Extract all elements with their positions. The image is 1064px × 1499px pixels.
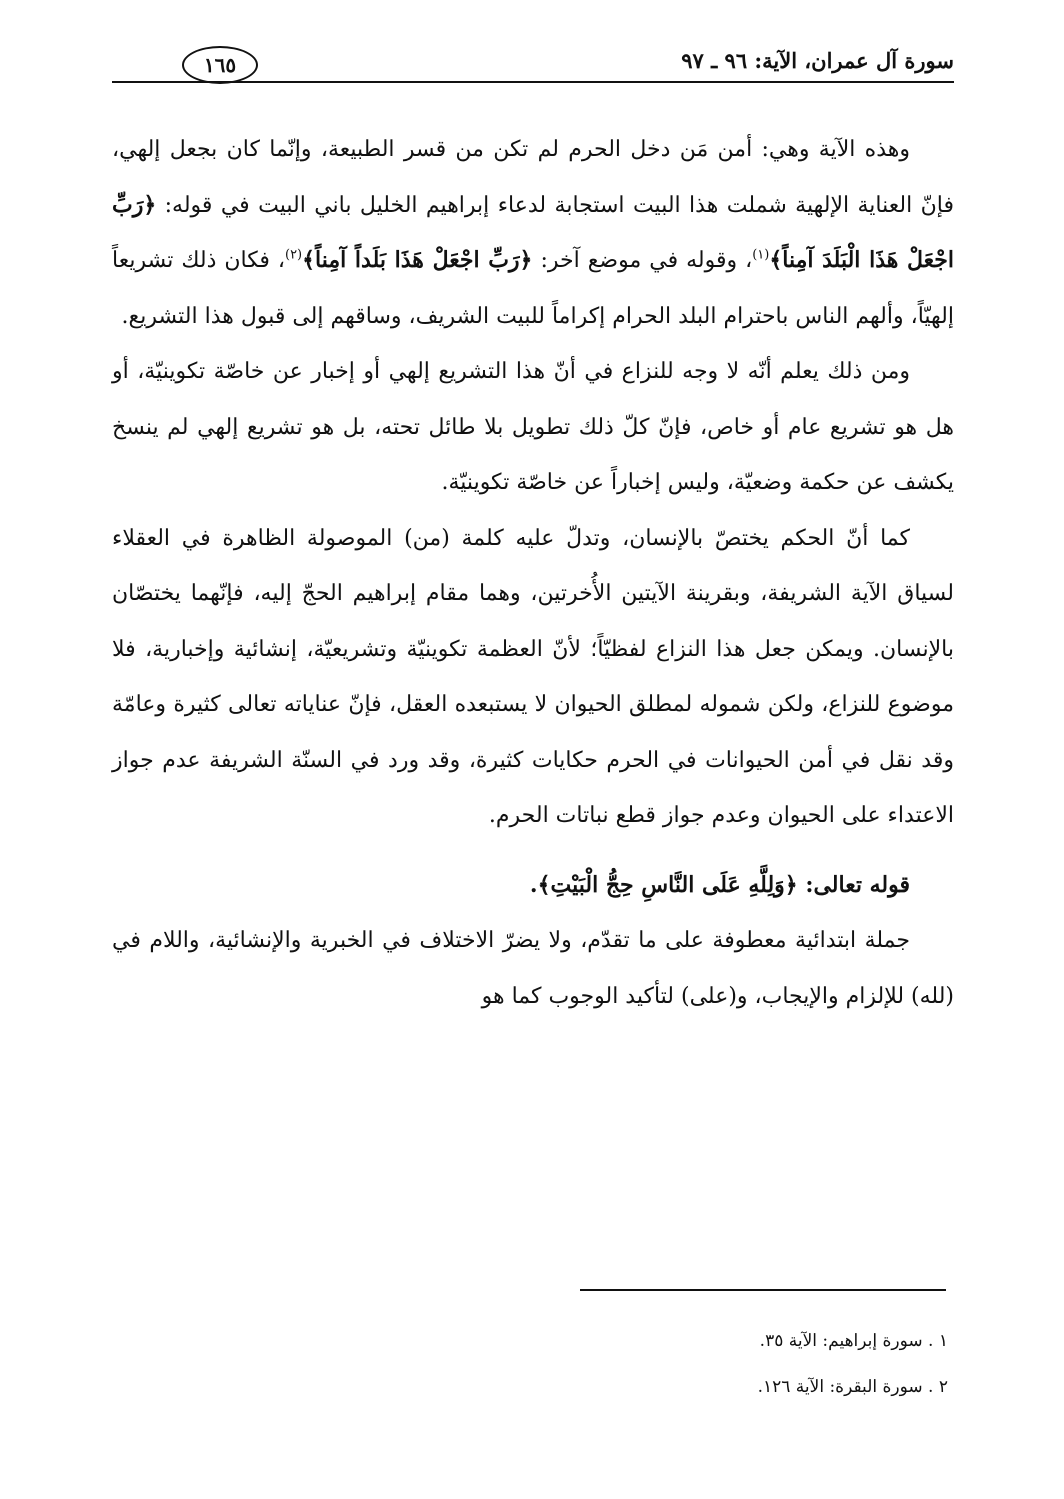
footnote-ref-1: (١) [752, 247, 770, 263]
page-header [112, 44, 954, 92]
verse-heading-suffix: . [529, 871, 538, 898]
paragraph-4: جملة ابتدائية معطوفة على ما تقدّم، ولا يضرّ الاختلاف في الخبرية والإنشائية، واللام في (لله) للإلزام والإيجاب، و(على) لتأكيد الوجوب كما هو [112, 928, 954, 1009]
verse-heading [112, 858, 954, 914]
paragraph-3: كما أنّ الحكم يختصّ بالإنسان، وتدلّ عليه كلمة (من) الموصولة الظاهرة في العقلاء لسياق الآية الشريفة، وبقرينة الآيتين الأُخرتين، وهما مقام إبراهيم الحجّ إليه، فإنّهما يختصّان بالإنسان. ويمكن جعل هذا النزاع لفظيّاً؛ لأنّ العظمة تكوينيّة وتشريعيّة، إنشائية وإخبارية، فلا موضوع للنزاع، ولكن شموله لمطلق الحيوان لا يستبعده العقل، فإنّ عناياته تعالى كثيرة وعامّة وقد نقل في أمن الحيوانات في الحرم حكايات كثيرة، وقد ورد في السنّة الشريفة عدم جواز الاعتداء على الحيوان وعدم جواز قطع نباتات الحرم. [112, 525, 954, 828]
quran-verse-2: ﴿رَبِّ اجْعَلْ هَذَا بَلَداً آمِناً﴾ [302, 247, 533, 273]
main-text [112, 122, 954, 1024]
paragraph-1-text-b: ، وقوله في موضع آخر: [532, 248, 753, 273]
footnote-1: ١ . سورة إبراهيم: الآية ٣٥. [759, 1331, 948, 1351]
footnote-ref-2: (٢) [284, 247, 303, 263]
paragraph-1-text-c: ، فكان ذلك تشريعاً إلهيّاً، وألهم الناس باحترام البلد الحرام إكراماً للبيت الشريف، وساقهم إلى قبول هذا التشريع. [112, 248, 954, 329]
paragraph-1 [112, 122, 954, 344]
surah-title: سورة آل عمران، الآية: ٩٦ ـ ٩٧ [681, 48, 954, 73]
footnotes [112, 1318, 948, 1410]
header-divider [112, 81, 954, 83]
paragraph-1-text-a: وهذه الآية وهي: أمن مَن دخل الحرم لم تكن من قسر الطبيعة، وإنّما كان بجعل إلهي، فإنّ العناية الإلهية شملت هذا البيت استجابة لدعاء إبراهيم الخليل باني البيت في قوله: [112, 137, 954, 218]
verse-heading-prefix: قوله تعالى: [797, 871, 910, 898]
verse-heading-quote: ﴿وَلِلَّهِ عَلَى النَّاسِ حِجُّ الْبَيْتِ﴾ [537, 871, 798, 898]
footnote-2: ٢ . سورة البقرة: الآية ١٢٦. [757, 1377, 948, 1397]
quran-verse-1: ﴿رَبِّ اجْعَلْ هَذَا الْبَلَدَ آمِناً﴾ [112, 191, 954, 273]
footnote-divider [580, 1289, 946, 1291]
paragraph-2: ومن ذلك يعلم أنّه لا وجه للنزاع في أنّ هذا التشريع إلهي أو إخبار عن خاصّة تكوينيّة، أو هل هو تشريع عام أو خاص، فإنّ كلّ ذلك تطويل بلا طائل تحته، بل هو تشريع إلهي لم ينسخ يكشف عن حكمة وضعيّة، وليس إخباراً عن خاصّة تكوينيّة. [112, 359, 954, 495]
page-number: ١٦٥ [182, 46, 258, 84]
